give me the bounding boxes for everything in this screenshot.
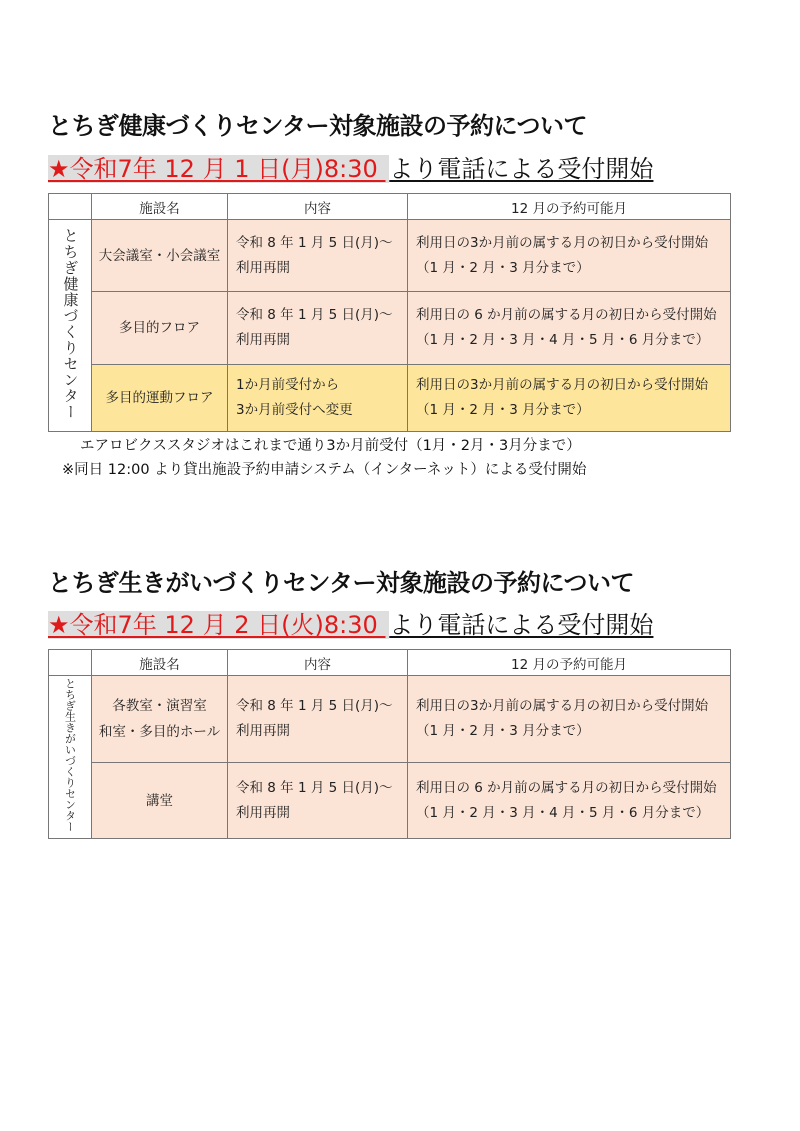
side-label: とちぎ生きがいづくりセンター — [63, 678, 77, 832]
facility-content: 令和 8 年 1 月 5 日(月)～ 利用再開 — [228, 676, 408, 763]
section-1-table — [48, 193, 731, 432]
note-aerobics-studio: エアロビクススタジオはこれまで通り3か月前受付（1月・2月・3月分まで） — [80, 438, 581, 454]
header-available-months: 12 月の予約可能月 — [408, 194, 731, 220]
section-2-headline — [48, 610, 653, 640]
table-row — [49, 676, 731, 763]
section-1-date-highlight: ★令和7年 12 月 1 日(月)8:30 — [48, 155, 389, 183]
section-1-headline — [48, 154, 653, 184]
facility-availability: 利用日の 6 か月前の属する月の初日から受付開始 （1 月・2 月・3 月・4 月・5 月・6 月分まで） — [408, 763, 731, 839]
header-available-months: 12 月の予約可能月 — [408, 650, 731, 676]
header-content: 内容 — [228, 650, 408, 676]
header-content: 内容 — [228, 194, 408, 220]
header-facility-name: 施設名 — [92, 650, 228, 676]
note-online-system: ※同日 12:00 より貸出施設予約申請システム（インターネット）による受付開始 — [62, 462, 587, 478]
header-facility-name: 施設名 — [92, 194, 228, 220]
header-blank — [49, 650, 92, 676]
facility-name: 多目的運動フロア — [92, 365, 228, 432]
facility-name: 講堂 — [92, 763, 228, 839]
facility-availability: 利用日の 6 か月前の属する月の初日から受付開始 （1 月・2 月・3 月・4 月・5 月・6 月分まで） — [408, 292, 731, 365]
section-2-date-highlight: ★令和7年 12 月 2 日(火)8:30 — [48, 611, 389, 639]
facility-content: 1か月前受付から 3か月前受付へ変更 — [228, 365, 408, 432]
facility-name: 多目的フロア — [92, 292, 228, 365]
side-label-cell — [49, 676, 92, 839]
facility-content: 令和 8 年 1 月 5 日(月)～ 利用再開 — [228, 292, 408, 365]
table-row — [49, 763, 731, 839]
table-row — [49, 292, 731, 365]
facility-availability: 利用日の3か月前の属する月の初日から受付開始 （1 月・2 月・3 月分まで） — [408, 365, 731, 432]
facility-content: 令和 8 年 1 月 5 日(月)～ 利用再開 — [228, 763, 408, 839]
section-2-title: とちぎ生きがいづくりセンター対象施設の予約について — [48, 569, 635, 597]
table-header-row — [49, 650, 731, 676]
table-row — [49, 220, 731, 292]
section-2-table — [48, 649, 731, 839]
section-1-headline-rest: より電話による受付開始 — [389, 155, 654, 183]
table-header-row — [49, 194, 731, 220]
side-label-cell — [49, 220, 92, 432]
section-2-headline-rest: より電話による受付開始 — [389, 611, 654, 639]
header-blank — [49, 194, 92, 220]
facility-content: 令和 8 年 1 月 5 日(月)～ 利用再開 — [228, 220, 408, 292]
facility-name: 各教室・演習室 和室・多目的ホール — [92, 676, 228, 763]
section-1-title: とちぎ健康づくりセンター対象施設の予約について — [48, 112, 588, 140]
facility-availability: 利用日の3か月前の属する月の初日から受付開始 （1 月・2 月・3 月分まで） — [408, 676, 731, 763]
side-label: とちぎ健康づくりセンター — [61, 227, 80, 420]
facility-name: 大会議室・小会議室 — [92, 220, 228, 292]
table-row — [49, 365, 731, 432]
facility-availability: 利用日の3か月前の属する月の初日から受付開始 （1 月・2 月・3 月分まで） — [408, 220, 731, 292]
